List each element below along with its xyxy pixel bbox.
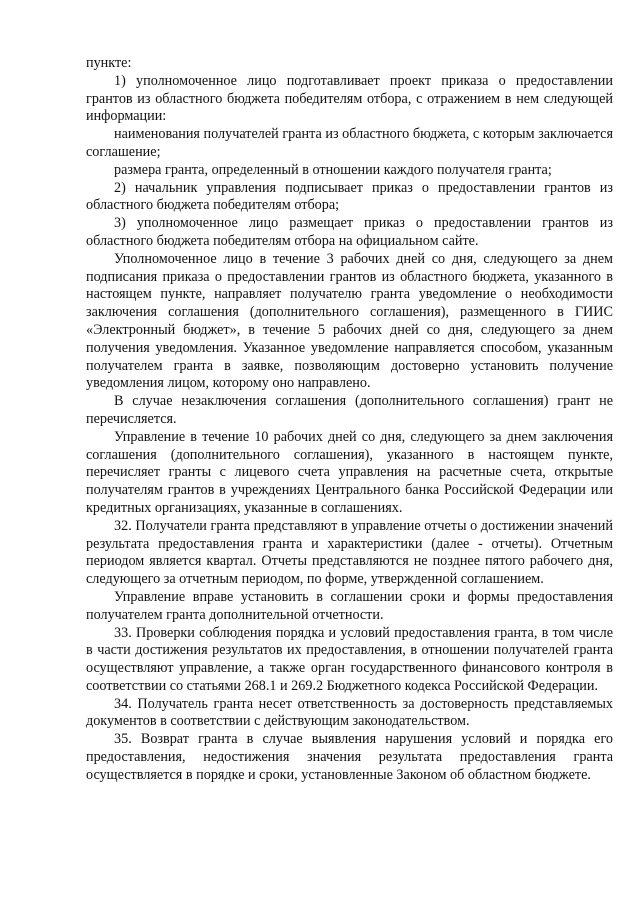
- paragraph-34: 34. Получатель гранта несет ответственность за достоверность представляемых документов в соответствии с действующим законодательством.: [86, 695, 613, 730]
- paragraph-33: 33. Проверки соблюдения порядка и условий предоставления гранта, в том числе в части достижения результатов их предоставления, в отношении получателей гранта осуществляют управление, а также орган государственного финансового контроля в соответствии со статьями 268.1 и 269.2 Бюджетного кодекса Российской Федерации.: [86, 624, 613, 694]
- paragraph-item-3: 3) уполномоченное лицо размещает приказ о предоставлении грантов из областного бюджета победителям отбора на официальном сайте.: [86, 215, 613, 249]
- document-page: [86, 55, 613, 785]
- paragraph-35: 35. Возврат гранта в случае выявления нарушения условий и порядка его предоставления, недостижения значения результата предоставления гранта осуществляется в порядке и сроки, установленные Законом об областном бюджете.: [86, 731, 613, 783]
- paragraph-notification: Уполномоченное лицо в течение 3 рабочих дней со дня, следующего за днем подписания приказа о предоставлении грантов из областного бюджета, указанного в настоящем пункте, направляет получателю гранта уведомление о необходимости заключения соглашения (дополнительного соглашения), размещенного в ГИИС «Электронный бюджет», в течение 5 рабочих дней со дня, следующего за днем получения уведомления. Указанное уведомление направляется способом, указанным получателем гранта в заявке, позволяющим достоверно установить получение уведомления лицом, которому оно направлено.: [86, 250, 613, 392]
- paragraph-transfer: Управление в течение 10 рабочих дней со дня, следующего за днем заключения соглашения (дополнительного соглашения), указанного в настоящем пункте, перечисляет гранты с лицевого счета управления на расчетные счета, открытые получателям грантов в учреждениях Центрального банка Российской Федерации или кредитных организациях, указанные в соглашениях.: [86, 428, 613, 516]
- paragraph-continuation: пункте:: [86, 55, 132, 71]
- paragraph-grant-size: размера гранта, определенный в отношении каждого получателя гранта;: [114, 161, 552, 178]
- paragraph-item-2: 2) начальник управления подписывает приказ о предоставлении грантов из областного бюджета победителям отбора;: [86, 179, 613, 214]
- paragraph-extra-reporting: Управление вправе установить в соглашении сроки и формы предоставления получателем гранта дополнительной отчетности.: [86, 588, 613, 623]
- paragraph-32: 32. Получатели гранта представляют в управление отчеты о достижении значений результата предоставления гранта и характеристики (далее - отчеты). Отчетным периодом является квартал. Отчеты представляются не позднее пятого рабочего дня, следующего за отчетным периодом, по форме, утвержденной соглашением.: [86, 517, 613, 588]
- paragraph-item-1: 1) уполномоченное лицо подготавливает проект приказа о предоставлении грантов из областного бюджета победителям отбора, с отражением в нем следующей информации:: [86, 72, 613, 125]
- paragraph-grantee-names: наименования получателей гранта из областного бюджета, с которым заключается соглашение;: [86, 126, 613, 160]
- paragraph-no-agreement: В случае незаключения соглашения (дополнительного соглашения) грант не перечисляется.: [86, 393, 613, 427]
